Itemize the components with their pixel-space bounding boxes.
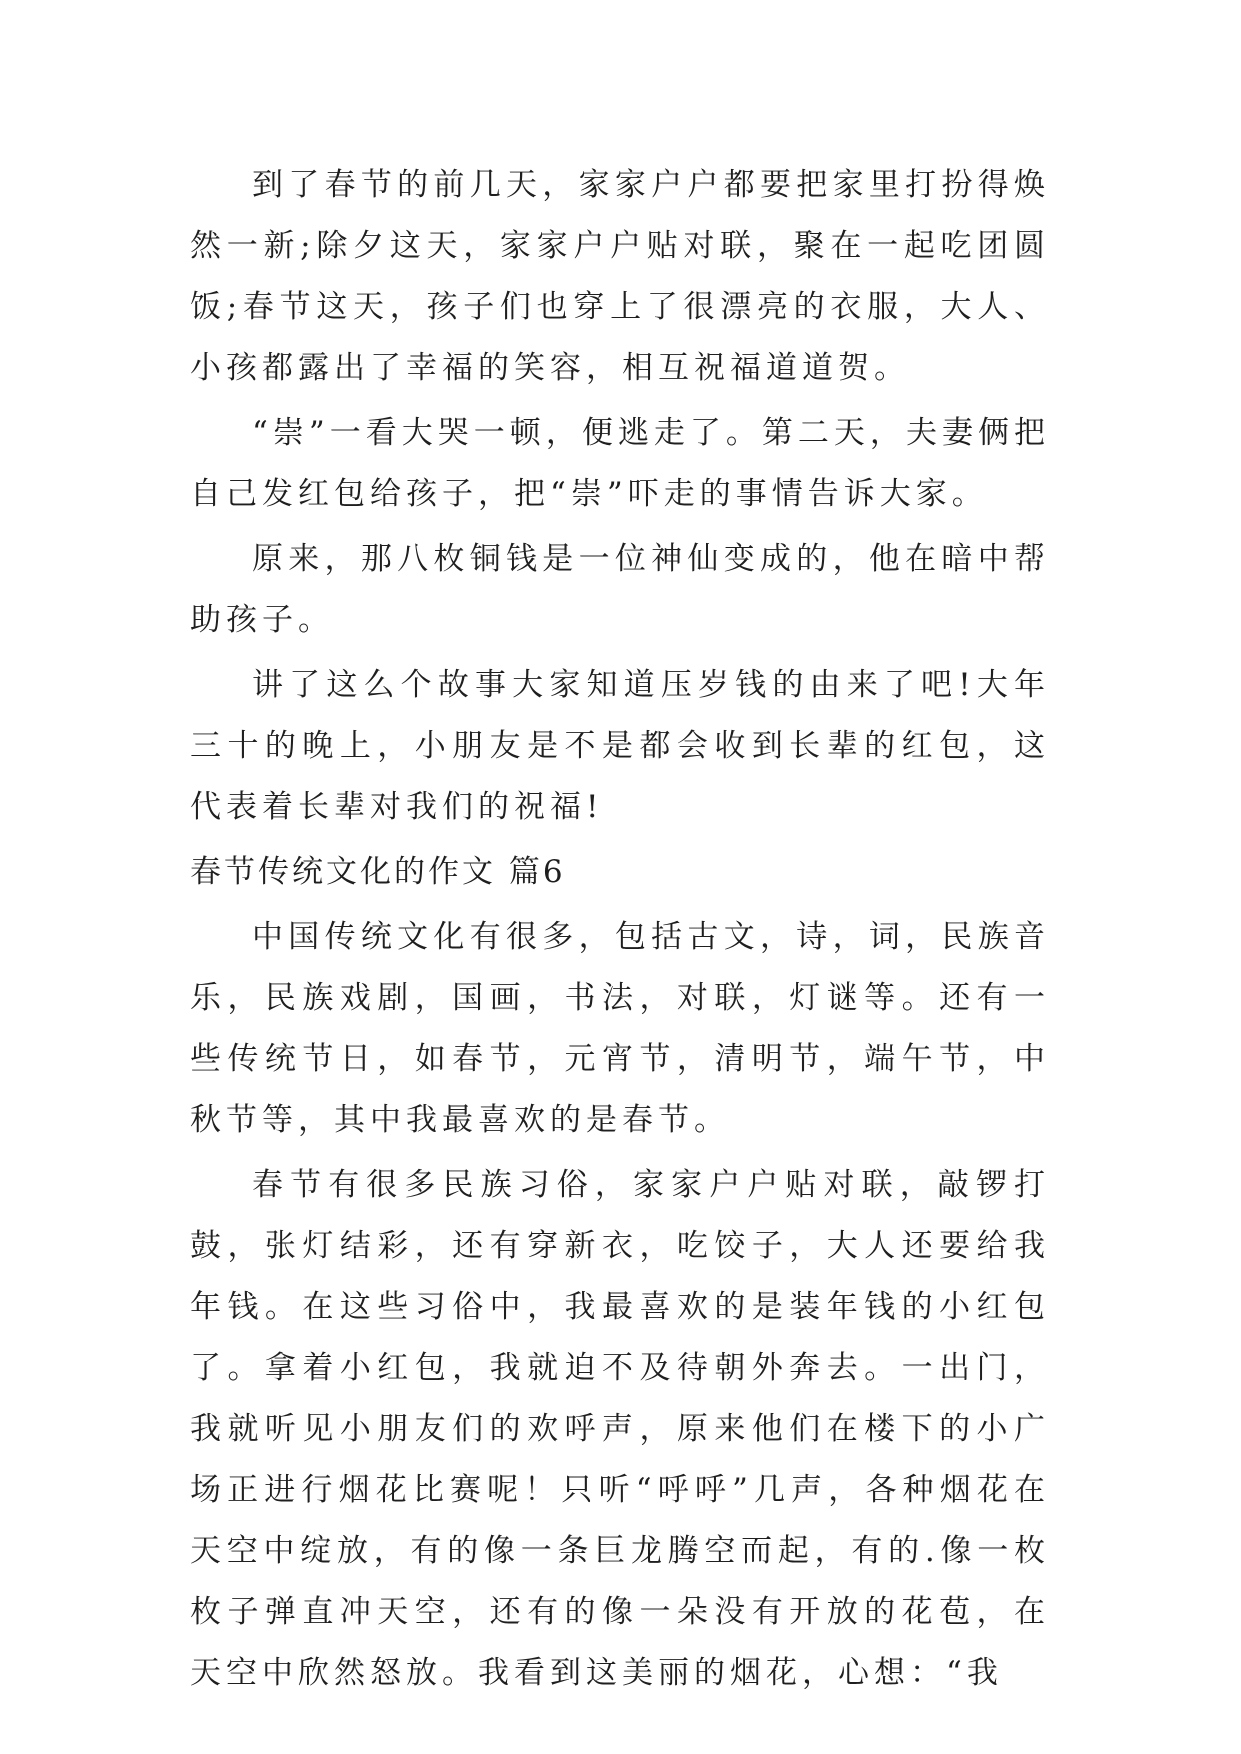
section-heading: 春节传统文化的作文 篇6 (190, 854, 566, 890)
paragraph-copper-coins: 原来，那八枚铜钱是一位神仙变成的，他在暗中帮助孩子。 (190, 541, 1050, 638)
paragraph-traditional-culture: 中国传统文化有很多，包括古文，诗，词，民族音乐，民族戏剧，国画，书法，对联，灯谜等。还有一些传统节日，如春节，元宵节，清明节，端午节，中秋节等，其中我最喜欢的是春节。 (190, 919, 1050, 1138)
paragraph-lucky-money-origin: 讲了这么个故事大家知道压岁钱的由来了吧!大年三十的晚上，小朋友是不是都会收到长辈的红包，这代表着长辈对我们的祝福! (190, 667, 1050, 825)
paragraph-chong-flees: “崇”一看大哭一顿，便逃走了。第二天，夫妻俩把自己发红包给孩子，把“崇”吓走的事情告诉大家。 (190, 415, 1050, 512)
document-body (190, 155, 1050, 1708)
paragraph-fireworks: 春节有很多民族习俗，家家户户贴对联，敲锣打鼓，张灯结彩，还有穿新衣，吃饺子，大人还要给我年钱。在这些习俗中，我最喜欢的是装年钱的小红包了。拿着小红包，我就迫不及待朝外奔去。一出门，我就听见小朋友们的欢呼声，原来他们在楼下的小广场正进行烟花比赛呢！只听“呼呼”几声，各种烟花在天空中绽放，有的像一条巨龙腾空而起，有的.像一枚枚子弹直冲天空，还有的像一朵没有开放的花苞，在天空中欣然怒放。我看到这美丽的烟花，心想：“我 (190, 1167, 1050, 1691)
paragraph-spring-festival-preparations: 到了春节的前几天，家家户户都要把家里打扮得焕然一新;除夕这天，家家户户贴对联，聚在一起吃团圆饭;春节这天，孩子们也穿上了很漂亮的衣服，大人、小孩都露出了幸福的笑容，相互祝福道道贺。 (190, 167, 1050, 386)
